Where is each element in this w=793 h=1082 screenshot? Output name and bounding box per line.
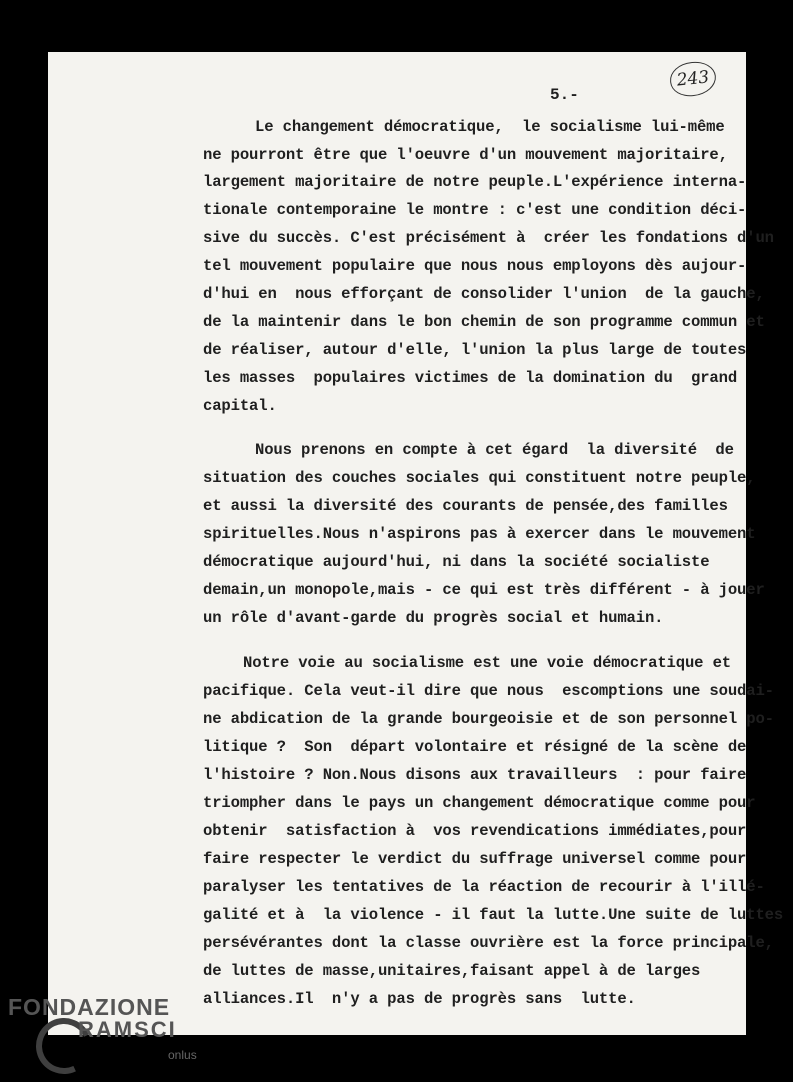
text-line: un rôle d'avant-garde du progrès social et humain. — [203, 609, 664, 627]
text-line: largement majoritaire de notre peuple.L'expérience interna- — [203, 173, 747, 191]
text-line: demain,un monopole,mais - ce qui est très différent - à jouer — [203, 581, 765, 599]
text-line: l'histoire ? Non.Nous disons aux travailleurs : pour faire — [203, 766, 747, 784]
archive-number: 243 — [675, 67, 711, 91]
text-line: et aussi la diversité des courants de pensée,des familles — [203, 497, 728, 515]
text-line: obtenir satisfaction à vos revendications immédiates,pour — [203, 822, 747, 840]
text-line: les masses populaires victimes de la domination du grand — [203, 369, 738, 387]
text-line: paralyser les tentatives de la réaction de recourir à l'illé- — [203, 878, 765, 896]
text-line: sive du succès. C'est précisément à créer les fondations d'un — [203, 229, 774, 247]
text-line: de réaliser, autour d'elle, l'union la plus large de toutes — [203, 341, 747, 359]
text-line: galité et à la violence - il faut la lutte.Une suite de luttes — [203, 906, 784, 924]
watermark-title: FONDAZIONE — [8, 994, 171, 1020]
text-line: situation des couches sociales qui constituent notre peuple, — [203, 469, 756, 487]
watermark-subtitle: RAMSCI — [78, 1017, 177, 1042]
watermark-tag: onlus — [168, 1048, 197, 1062]
text-line: alliances.Il n'y a pas de progrès sans lutte. — [203, 990, 636, 1008]
text-line: triompher dans le pays un changement démocratique comme pour — [203, 794, 756, 812]
text-line: pacifique. Cela veut-il dire que nous escomptions une soudai- — [203, 682, 774, 700]
text-line: Notre voie au socialisme est une voie démocratique et — [243, 654, 732, 672]
text-line: ne abdication de la grande bourgeoisie et de son personnel po- — [203, 710, 774, 728]
text-line: litique ? Son départ volontaire et résigné de la scène de — [203, 738, 747, 756]
document-page — [48, 52, 784, 1035]
fondazione-gramsci-watermark — [8, 990, 198, 1070]
text-line: démocratique aujourd'hui, ni dans la société socialiste — [203, 553, 710, 571]
text-line: Nous prenons en compte à cet égard la diversité de — [255, 441, 734, 459]
text-line: tionale contemporaine le montre : c'est une condition déci- — [203, 201, 747, 219]
text-line: d'hui en nous efforçant de consolider l'union de la gauche, — [203, 285, 765, 303]
text-line: de luttes de masse,unitaires,faisant appel à de larges — [203, 962, 701, 980]
archive-number-stamp — [668, 60, 717, 99]
text-line: capital. — [203, 397, 277, 415]
text-line: spirituelles.Nous n'aspirons pas à exercer dans le mouvement — [203, 525, 756, 543]
page-number: 5.- — [550, 86, 579, 104]
text-line: tel mouvement populaire que nous nous employons dès aujour- — [203, 257, 747, 275]
text-line: faire respecter le verdict du suffrage universel comme pour — [203, 850, 747, 868]
text-line: de la maintenir dans le bon chemin de son programme commun et — [203, 313, 765, 331]
text-line: ne pourront être que l'oeuvre d'un mouvement majoritaire, — [203, 146, 728, 164]
text-line: Le changement démocratique, le socialisme lui-même — [255, 118, 725, 136]
text-line: persévérantes dont la classe ouvrière est la force principale, — [203, 934, 774, 952]
